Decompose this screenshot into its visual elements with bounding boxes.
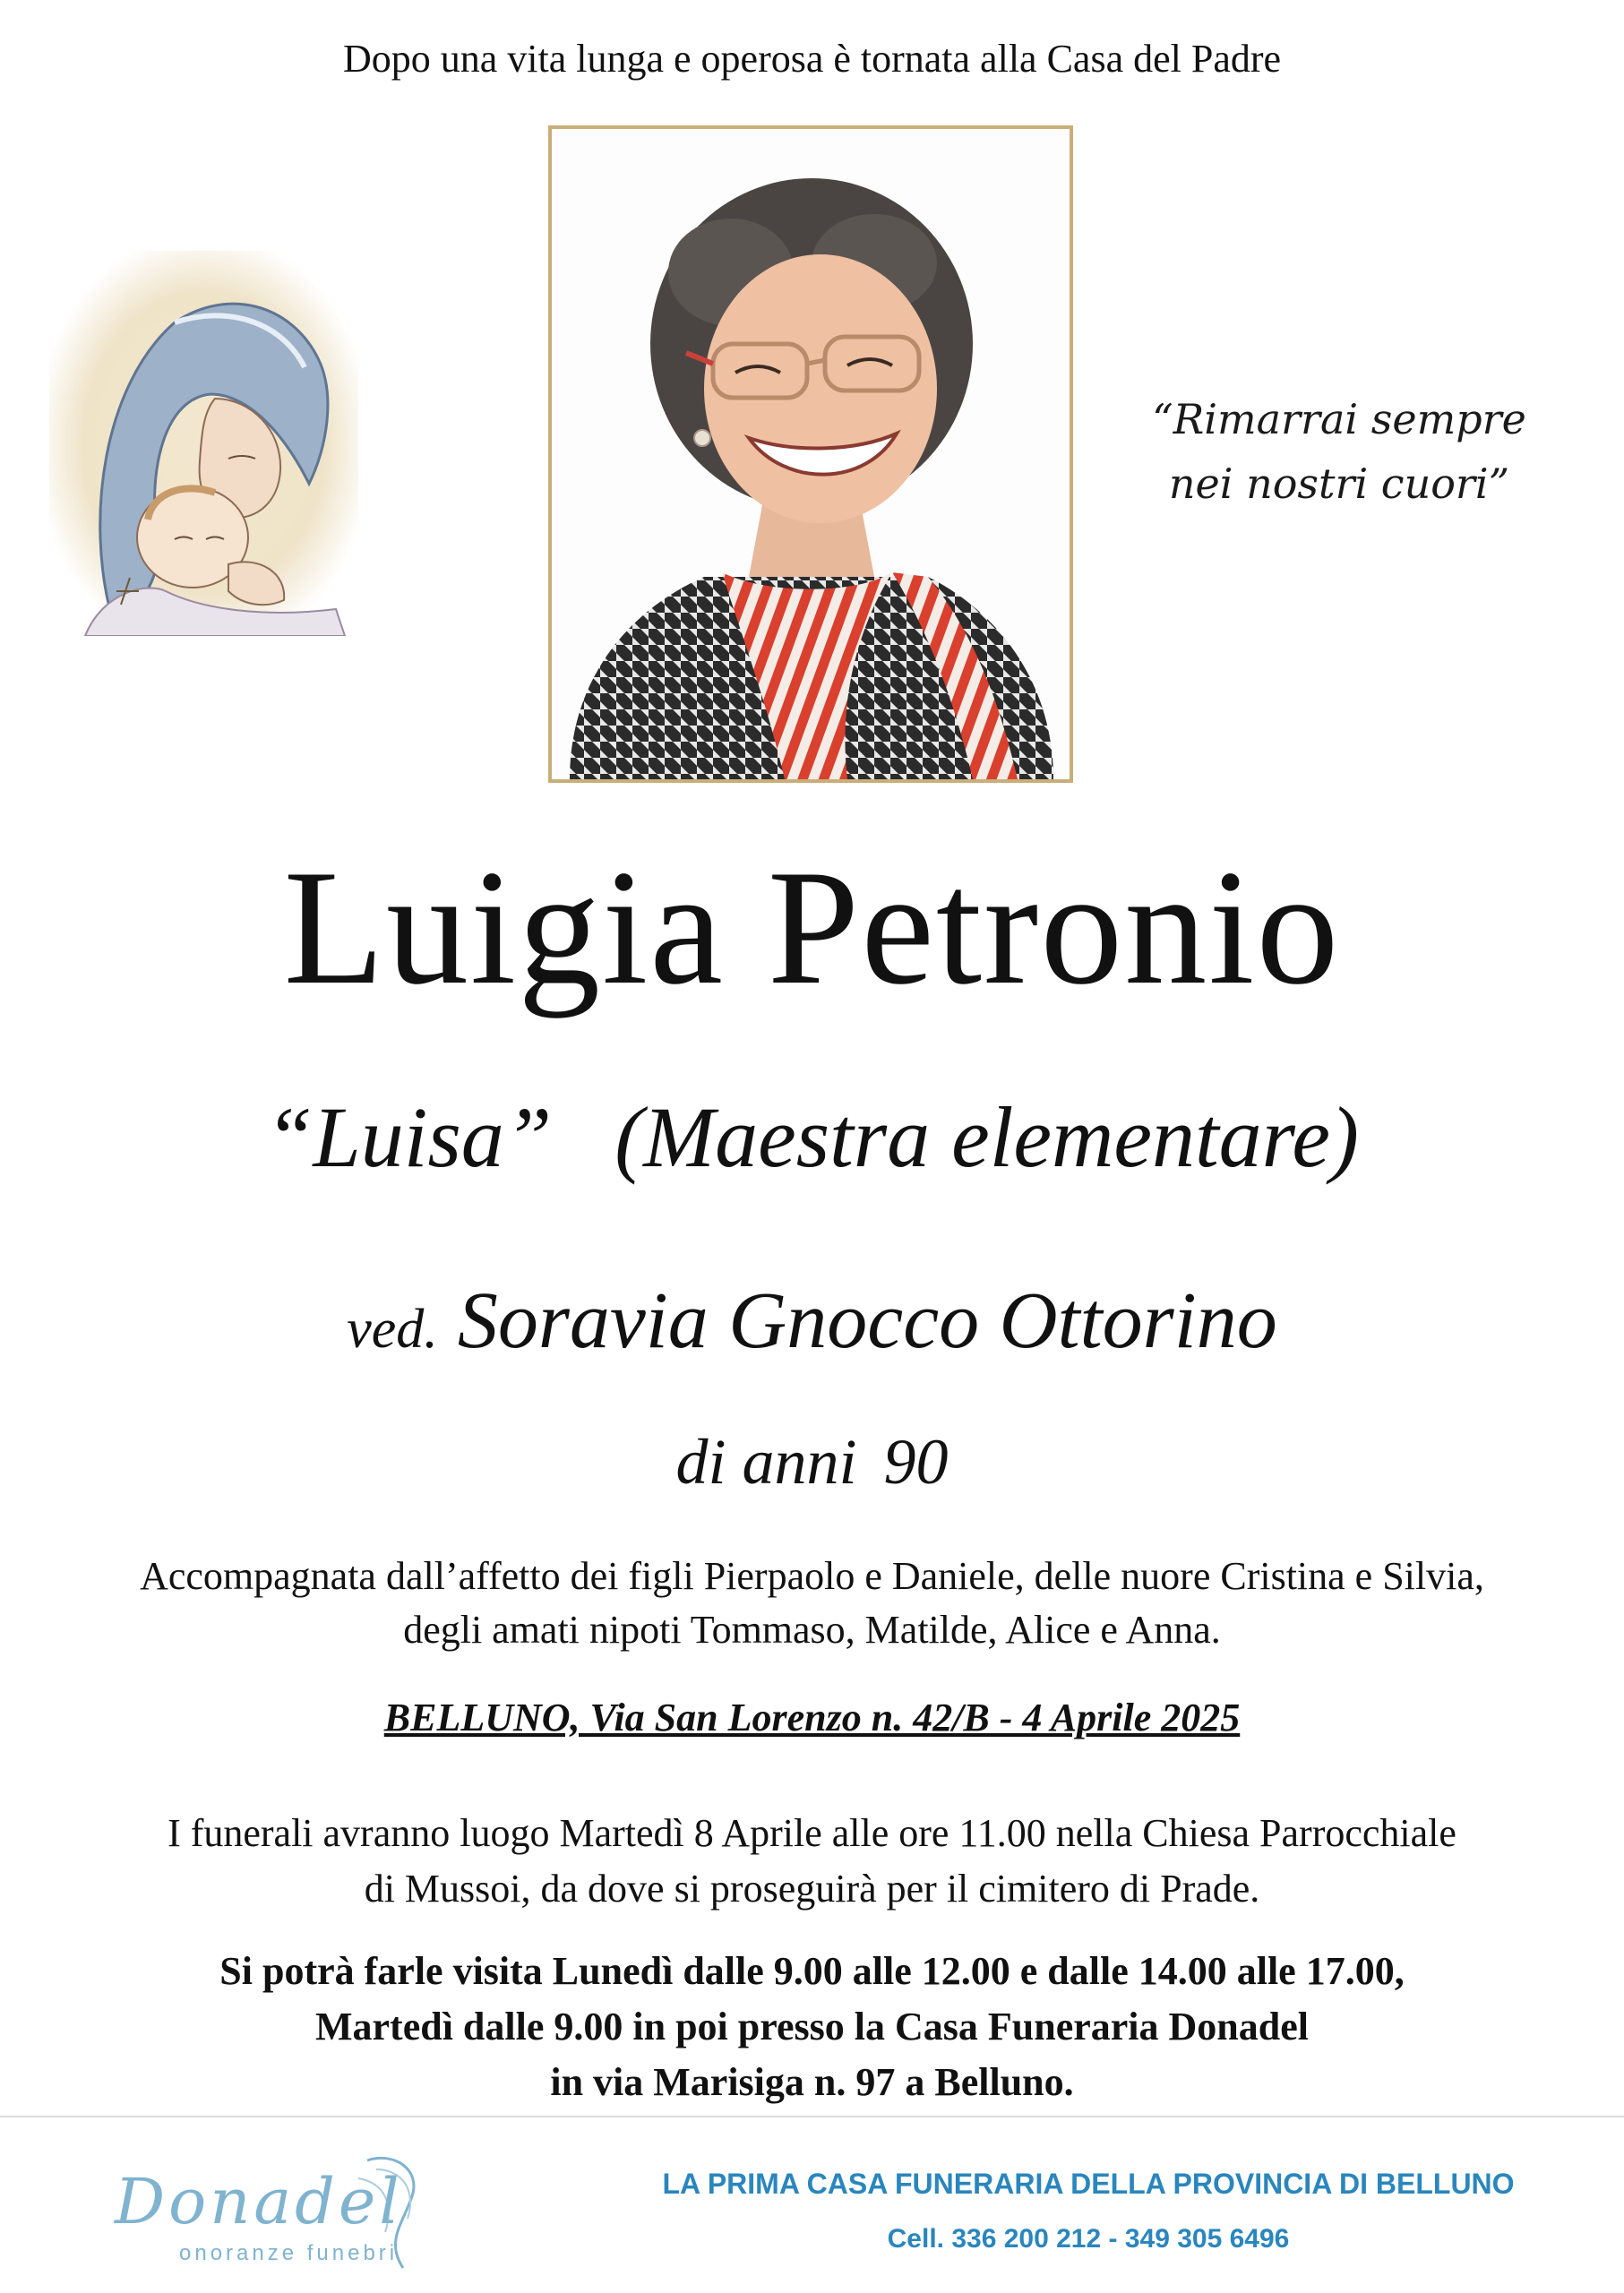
family-line-2: degli amati nipoti Tommaso, Matilde, Alice e Anna. [403,1608,1221,1652]
deceased-name: Luigia Petronio [283,836,1341,1018]
quote-line-2: nei nostri cuori” [1168,459,1510,508]
footer-tagline: LA PRIMA CASA FUNERARIA DELLA PROVINCIA DI BELLUNO [662,2168,1515,2200]
quote-line-1: “Rimarrai sempre [1152,395,1526,443]
footer-divider [0,2116,1624,2117]
profession: (Maestra elementare) [614,1089,1359,1185]
memorial-quote [1097,387,1581,516]
portrait-photo [548,125,1073,783]
place-date: BELLUNO, Via San Lorenzo n. 42/B - 4 Aprile 2025 [383,1696,1241,1739]
logo-name: Donadel [115,2165,403,2238]
age-prefix: di anni [675,1426,857,1498]
family-line-1: Accompagnata dall’affetto dei figli Pierpaolo e Daniele, delle nuore Cristina e Silvia, [140,1554,1484,1598]
footer-phones: Cell. 336 200 212 - 349 305 6496 [887,2224,1290,2254]
visit-paragraph [18,1944,1606,2110]
visit-line-2: Martedì dalle 9.00 in poi presso la Casa Funeraria Donadel [315,2005,1309,2048]
intro-line: Dopo una vita lunga e operosa è tornata alla Casa del Padre [342,37,1282,81]
logo-subtitle: onoranze funebri [179,2241,399,2265]
husband-name: Soravia Gnocco Ottorino [457,1276,1277,1365]
funeral-line-1: I funerali avranno luogo Martedì 8 Aprile alle ore 11.00 nella Chiesa Parrocchiale [168,1811,1456,1855]
funeral-paragraph [18,1806,1606,1917]
age-value: 90 [883,1426,949,1498]
widow-prefix: ved. [347,1299,438,1360]
visit-line-1: Si potrà farle visita Lunedì dalle 9.00 alle 12.00 e dalle 14.00 alle 17.00, [219,1949,1405,1993]
madonna-and-child-icon [49,251,358,636]
family-paragraph [18,1550,1606,1657]
nickname-profession-line [0,1088,1624,1187]
widow-line [0,1272,1624,1378]
visit-line-3: in via Marisiga n. 97 a Belluno. [550,2060,1074,2104]
funeral-line-2: di Mussoi, da dove si proseguirà per il cimitero di Prade. [364,1867,1260,1911]
nickname: “Luisa” [264,1089,553,1185]
age-line [0,1421,1624,1503]
